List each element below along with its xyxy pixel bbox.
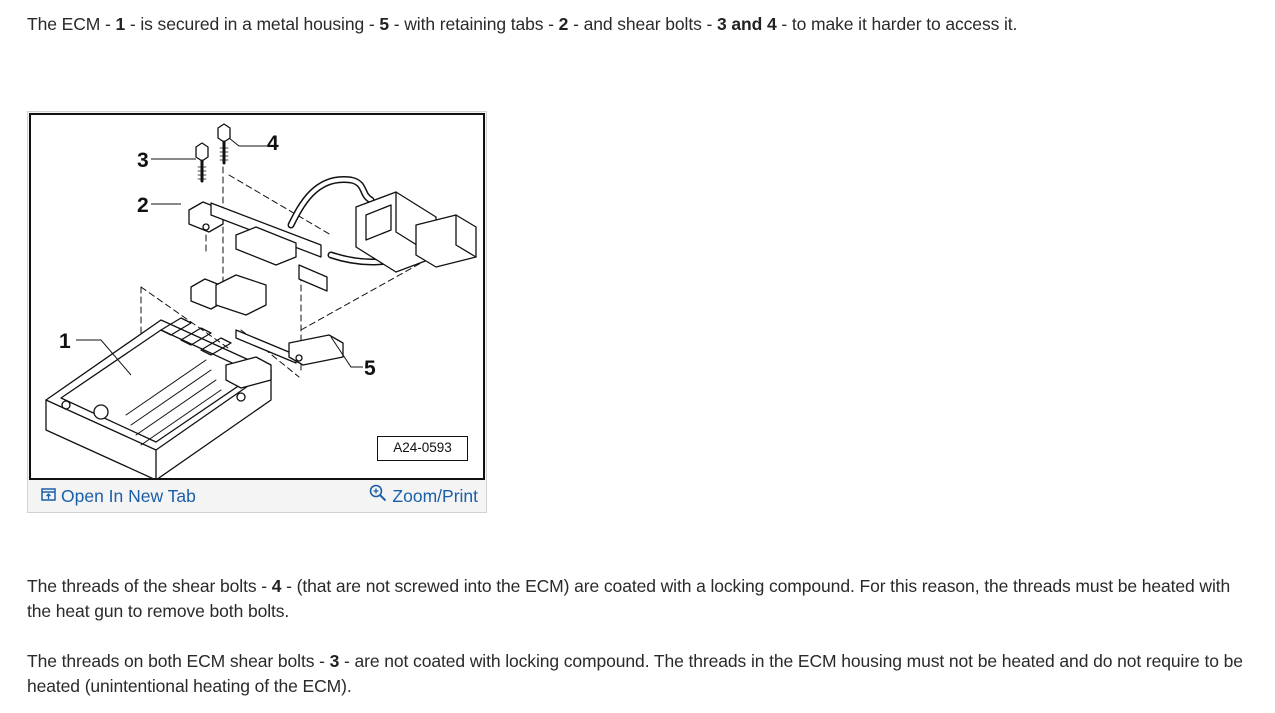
intro-callout-bolts: 3 and 4: [716, 14, 777, 34]
heat-note-callout: 4: [271, 576, 282, 596]
figure-illustration[interactable]: [29, 113, 485, 480]
no-heat-note-paragraph: [27, 649, 1252, 699]
ecm-unit-1: [46, 318, 271, 478]
intro-text-4: - and shear bolts -: [568, 14, 717, 34]
housing-bracket: [211, 203, 343, 365]
no-heat-note-callout: 3: [329, 651, 340, 671]
intro-callout-ecm: 1: [115, 14, 126, 34]
no-heat-note-text-1: The threads on both ECM shear bolts -: [27, 651, 330, 671]
figure-footer: [28, 481, 486, 511]
callout-1: 1: [59, 330, 71, 353]
intro-text-1: The ECM -: [27, 14, 116, 34]
intro-text-5: - to make it harder to access it.: [776, 14, 1018, 34]
zoom-print-link[interactable]: [369, 485, 478, 509]
intro-text-2: - is secured in a metal housing -: [125, 14, 380, 34]
callout-3: 3: [137, 149, 149, 172]
intro-callout-housing: 5: [379, 14, 390, 34]
shear-bolt-4: [218, 124, 230, 163]
intro-callout-tabs: 2: [558, 14, 569, 34]
callout-4: 4: [267, 132, 279, 155]
callout-5: 5: [364, 357, 376, 380]
zoom-print-label: Zoom/Print: [392, 486, 478, 506]
intro-paragraph: [27, 12, 1257, 37]
no-heat-note-text-2: - are not coated with locking compound. The threads in the ECM housing must not be heated and do not require to be heated (unintentional heating of the ECM).: [27, 651, 1243, 696]
intro-text-3: - with retaining tabs -: [389, 14, 559, 34]
shear-bolt-3: [196, 143, 208, 181]
figure-reference-code: A24-0593: [377, 436, 468, 461]
figure-card: [27, 111, 487, 513]
new-tab-icon: [41, 484, 56, 506]
ecm-exploded-diagram: [31, 115, 483, 478]
heat-note-text-2: - (that are not screwed into the ECM) are coated with a locking compound. For this reason, the threads must be heated with the heat gun to remove both bolts.: [27, 576, 1231, 621]
heat-note-paragraph: [27, 574, 1247, 624]
open-in-new-tab-label: Open In New Tab: [61, 486, 196, 506]
zoom-icon: [369, 484, 387, 507]
heat-note-text-1: The threads of the shear bolts -: [27, 576, 272, 596]
callout-2: 2: [137, 194, 149, 217]
open-in-new-tab-link[interactable]: [41, 485, 196, 508]
